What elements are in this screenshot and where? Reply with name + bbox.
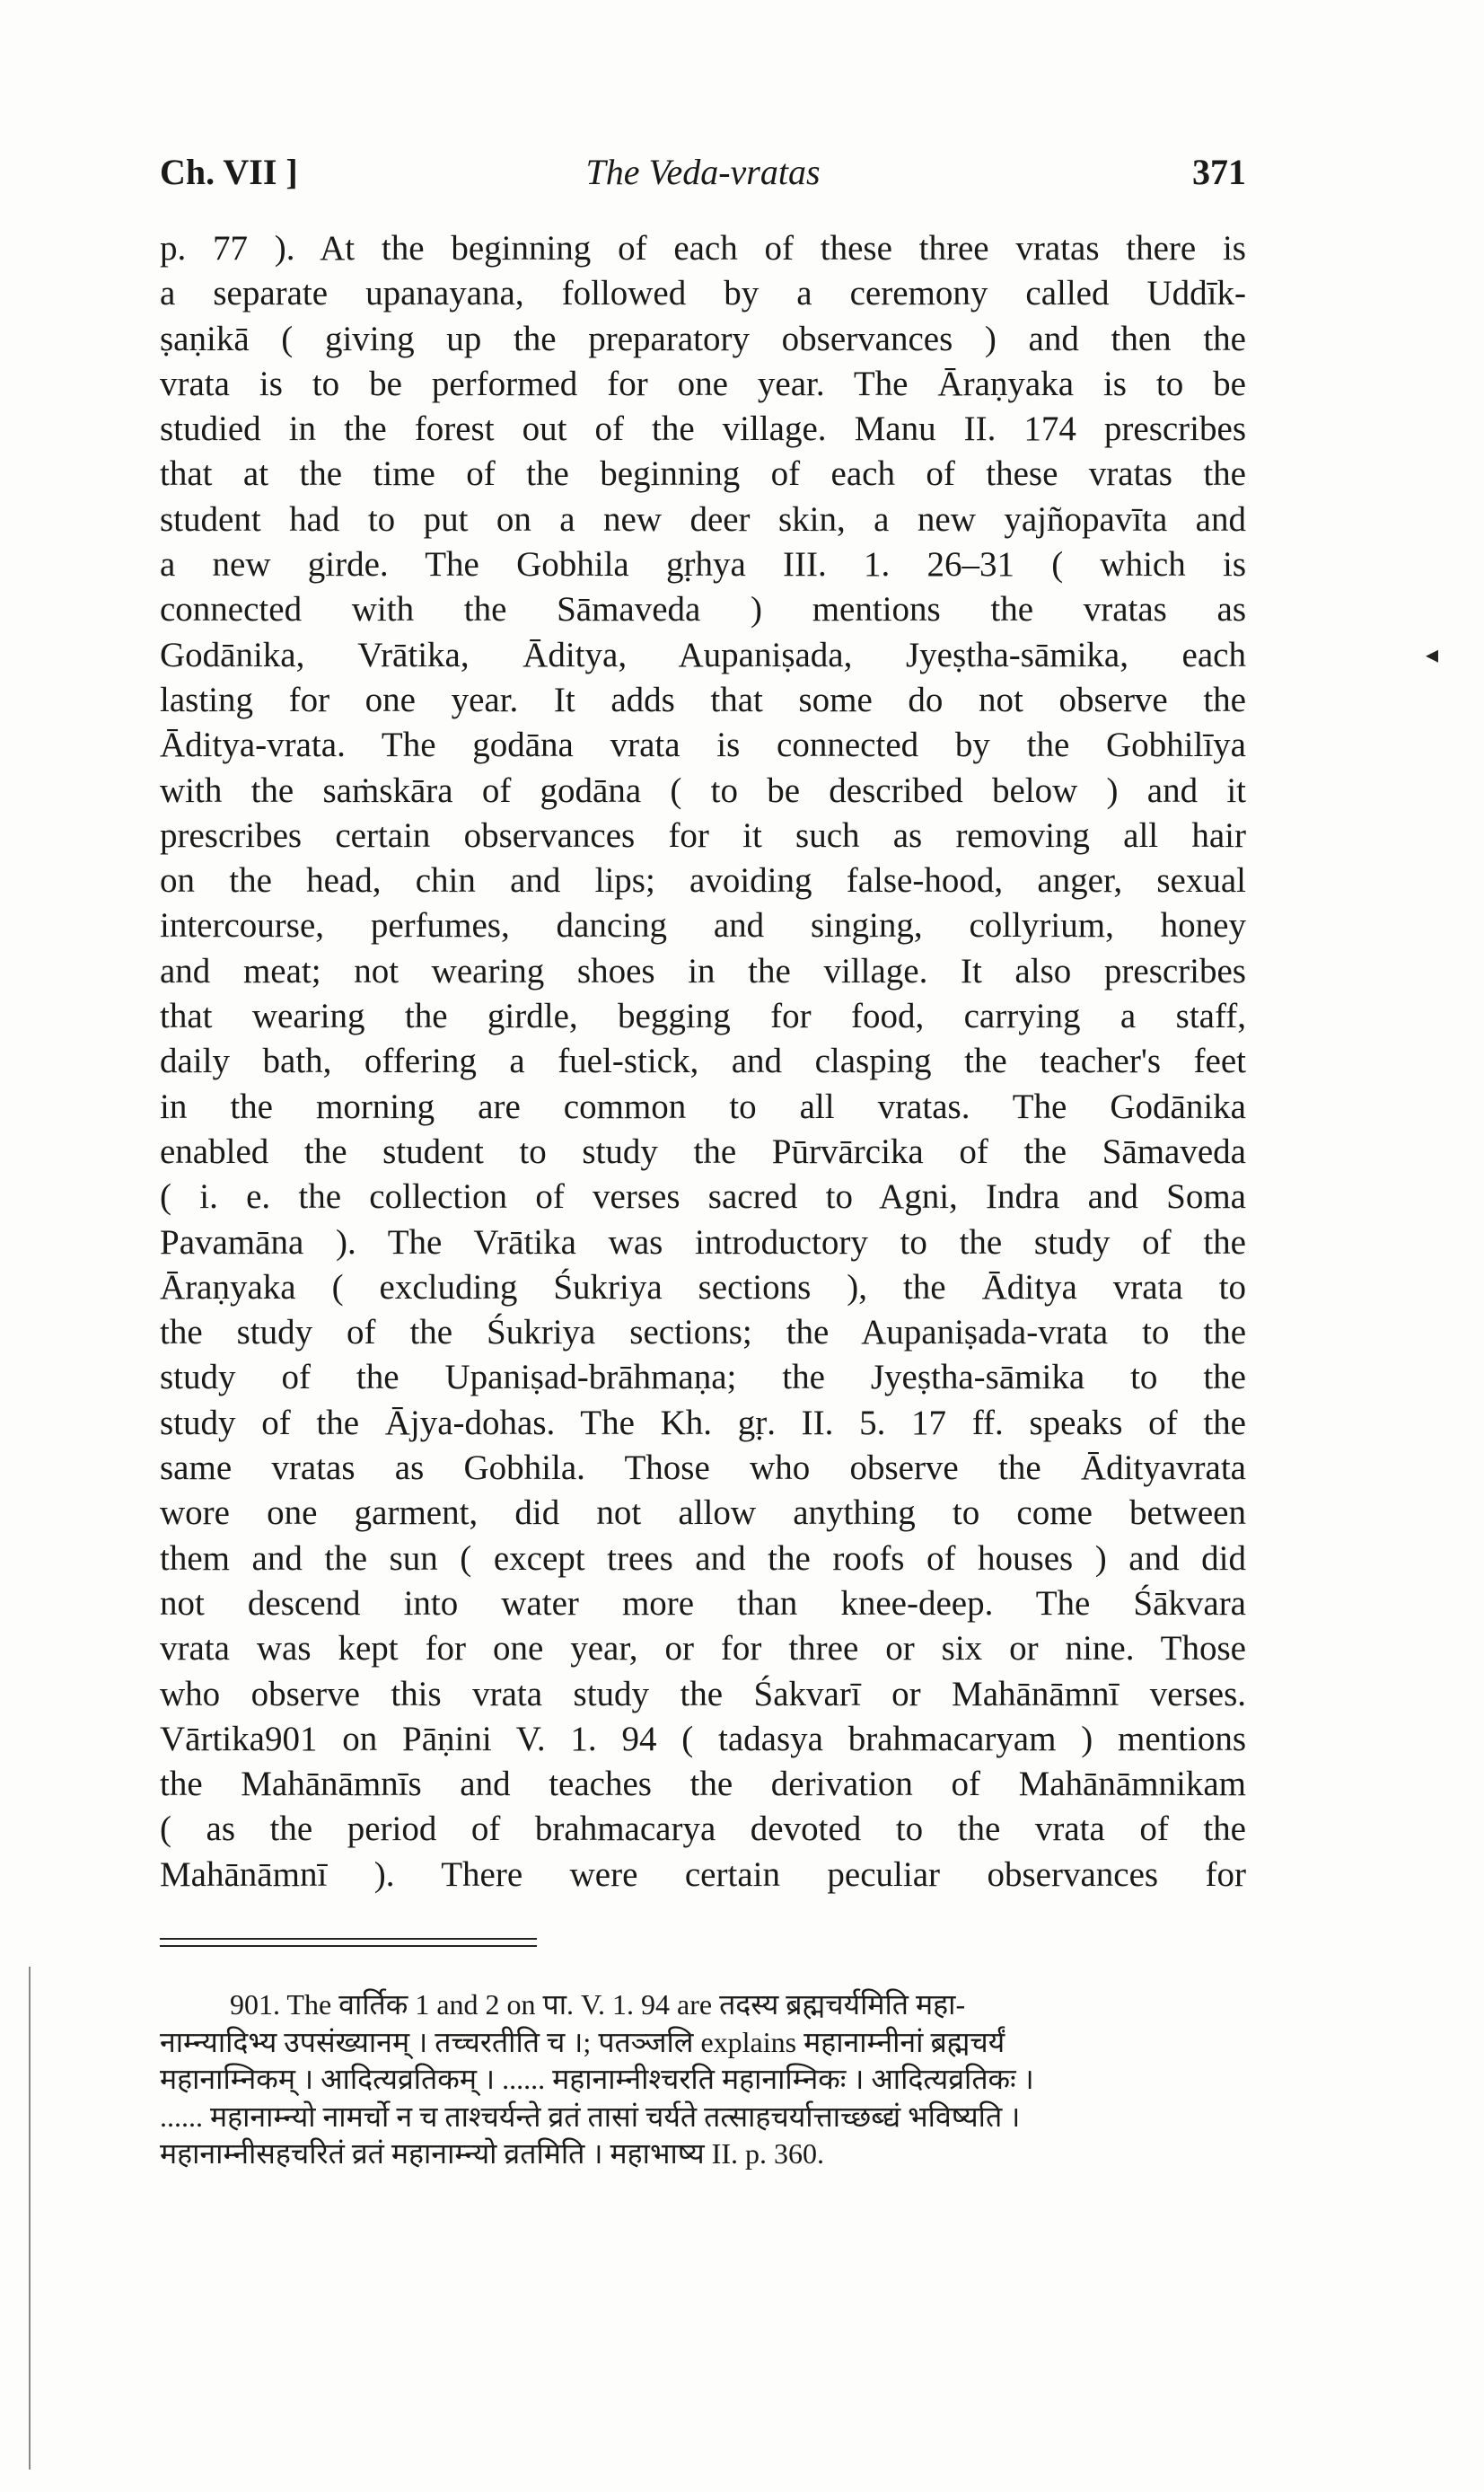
- text-line: wore one garment, did not allow anything to come between: [160, 1493, 1246, 1533]
- text-line: lasting for one year. It adds that some do not observe the: [160, 680, 1246, 719]
- text-line: Āditya-vrata. The godāna vrata is connected by the Gobhilīya: [160, 726, 1246, 765]
- text-line: vrata was kept for one year, or for three or six or nine. Those: [160, 1629, 1246, 1669]
- footnote-line: महानाम्निकम् । आदित्यव्रतिकम् । ...... महानाम्नीश्चरति महानाम्निकः । आदित्यव्रतिकः ।: [160, 2063, 1034, 2095]
- text-line: a new girde. The Gobhila gṛhya III. 1. 26–31 ( which is: [160, 545, 1246, 585]
- text-line: enabled the student to study the Pūrvārcika of the Sāmaveda: [160, 1132, 1246, 1171]
- text-line: p. 77 ). At the beginning of each of these three vratas there is: [160, 229, 1246, 268]
- text-line: student had to put on a new deer skin, a new yajñopavīta and: [160, 499, 1246, 539]
- text-line: same vratas as Gobhila. Those who observe the Ādityavrata: [160, 1449, 1246, 1488]
- text-line: daily bath, offering a fuel-stick, and clasping the teacher's feet: [160, 1042, 1246, 1081]
- text-line: that wearing the girdle, begging for food, carrying a staff,: [160, 997, 1246, 1036]
- text-line: Āraṇyaka ( excluding Śukriya sections ), the Āditya vrata to: [160, 1267, 1246, 1307]
- running-head: [160, 151, 1246, 205]
- footnote-divider-lower: [160, 1945, 537, 1947]
- text-line: ( as the period of brahmacarya devoted to the vrata of the: [160, 1810, 1246, 1849]
- text-line: vrata is to be performed for one year. The Āraṇyaka is to be: [160, 364, 1246, 403]
- body-paragraph: [160, 226, 1246, 1898]
- footnote-901: [160, 1986, 1246, 2173]
- text-line: on the head, chin and lips; avoiding false-hood, anger, sexual: [160, 861, 1246, 901]
- chapter-label: Ch. VII ]: [160, 152, 298, 192]
- text-line: intercourse, perfumes, dancing and singing, collyrium, honey: [160, 906, 1246, 946]
- text-line: in the morning are common to all vratas. The Godānika: [160, 1087, 1246, 1126]
- footnote-line: ...... महानाम्न्यो नामर्चो न च ताश्चर्यन्ते व्रतं तासां चर्यते तत्साहचर्यात्ताच्छब्द्यं भविष्यति ।: [160, 2100, 1021, 2133]
- text-line: that at the time of the beginning of each of these vratas the: [160, 454, 1246, 494]
- footnote-divider: [160, 1938, 537, 1940]
- text-line: study of the Upaniṣad-brāhmaṇa; the Jyeṣtha-sāmika to the: [160, 1358, 1246, 1397]
- text-line: Vārtika901 on Pāṇini V. 1. 94 ( tadasya brahmacaryam ) mentions: [160, 1719, 1246, 1758]
- text-line: ( i. e. the collection of verses sacred to Agni, Indra and Soma: [160, 1177, 1246, 1217]
- text-line: and meat; not wearing shoes in the village. It also prescribes: [160, 951, 1246, 991]
- text-line: prescribes certain observances for it such as removing all hair: [160, 815, 1246, 855]
- text-line: the study of the Śukriya sections; the Aupaniṣada-vrata to the: [160, 1313, 1246, 1352]
- text-line: Mahānāmnī ). There were certain peculiar observances for: [160, 1854, 1246, 1894]
- text-line: the Mahānāmnīs and teaches the derivation of Mahānāmnikam: [160, 1765, 1246, 1804]
- page-title: The Veda-vratas: [585, 152, 821, 192]
- text-line: who observe this vrata study the Śakvarī or Mahānāmnī verses.: [160, 1674, 1246, 1713]
- margin-scan-line: [29, 1967, 31, 2470]
- text-line: connected with the Sāmaveda ) mentions the vratas as: [160, 590, 1246, 630]
- footnote-line: महानाम्नीसहचरितं व्रतं महानाम्न्यो व्रतमिति । महाभाष्य II. p. 360.: [160, 2137, 824, 2170]
- text-line: study of the Ājya-dohas. The Kh. gṛ. II. 5. 17 ff. speaks of the: [160, 1403, 1246, 1442]
- footnote-line: 901. The वार्तिक 1 and 2 on पा. V. 1. 94 are तदस्य ब्रह्मचर्यमिति महा-: [230, 1988, 966, 2021]
- text-line: Godānika, Vrātika, Āditya, Aupaniṣada, Jyeṣtha-sāmika, each: [160, 635, 1246, 674]
- text-line: a separate upanayana, followed by a ceremony called Uddīk-: [160, 274, 1246, 313]
- text-line: with the saṁskāra of godāna ( to be described below ) and it: [160, 770, 1246, 810]
- footnote-line: नाम्न्यादिभ्य उपसंख्यानम् । तच्चरतीति च ।; पतञ्जलि explains महानाम्नीनां ब्रह्मचर्यं: [160, 2025, 1005, 2058]
- margin-arrow-icon: ◂: [1426, 641, 1439, 669]
- text-line: not descend into water more than knee-deep. The Śākvara: [160, 1583, 1246, 1623]
- text-line: them and the sun ( except trees and the roofs of houses ) and did: [160, 1538, 1246, 1578]
- text-line: ṣaṇikā ( giving up the preparatory observances ) and then the: [160, 319, 1246, 358]
- text-line: Pavamāna ). The Vrātika was introductory to the study of the: [160, 1222, 1246, 1262]
- text-line: studied in the forest out of the village. Manu II. 174 prescribes: [160, 409, 1246, 449]
- page-number: 371: [1192, 152, 1246, 192]
